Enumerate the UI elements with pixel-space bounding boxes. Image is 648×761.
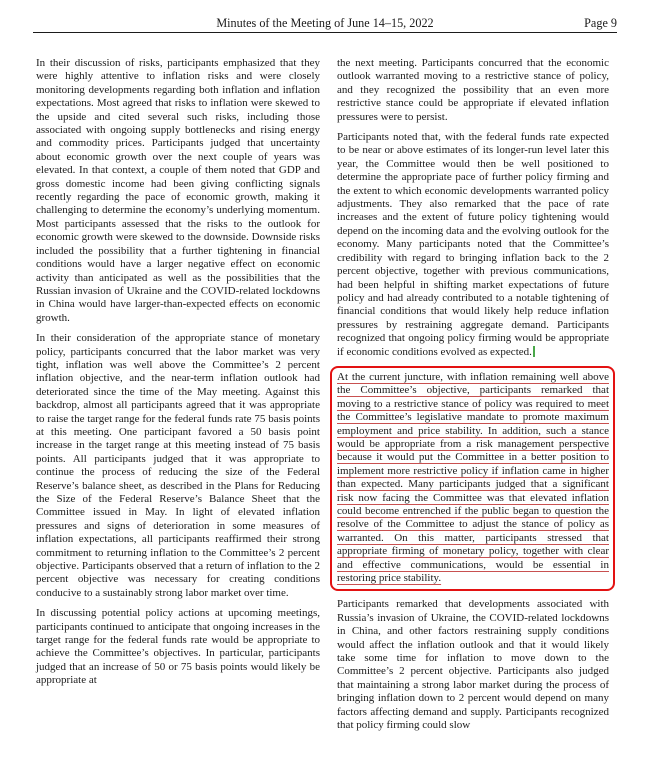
insertion-caret: [533, 346, 535, 357]
paragraph-risks-discussion: In their discussion of risks, participants emphasized that they were highly attentive to inflation risks and were closely monitoring developments regarding both inflation and inflation expectations. Most agreed that risks to inflation were skewed to the upside and cited several such risks, including those associated with ongoing supply bottlenecks and rising energy and commodity prices. Participants judged that uncertainty about economic growth over the next couple of years was elevated. In that context, a couple of them noted that GDP and gross domestic income had been giving conflicting signals recently regarding the pace of economic growth, making it challenging to determine the economy’s underlying momentum. Most participants assessed that the risks to the outlook for economic growth were skewed to the downside. Downside risks included the possibility that a further tightening in financial conditions would have a larger negative effect on economic activity than anticipated as well as the possibilities that the Russian invasion of Ukraine and the COVID-related lockdowns in China would have larger-than-expected effects on economic growth.: [36, 57, 320, 324]
paragraph-federal-funds-rate: [337, 131, 609, 359]
paragraph-supply-factors: Participants remarked that developments associated with Russia’s invasion of Ukraine, the COVID-related lockdowns in China, and other factors restraining supply conditions would affect the inflation outlook and that it would likely take some time for inflation to move down to the Committee’s 2 percent objective. Participants also judged that maintaining a strong labor market during the process of bringing inflation down to 2 percent would depend on many factors affecting demand and supply. Participants recognized that policy firming could slow: [337, 598, 609, 732]
highlighted-annotation-box: [330, 366, 615, 592]
left-column: [36, 57, 320, 695]
document-title: Minutes of the Meeting of June 14–15, 2022: [216, 16, 434, 30]
paragraph-federal-funds-rate-text: Participants noted that, with the federal funds rate expected to be near or above estimates of its longer-run level later this year, the Committee would then be well positioned to determine the appropriate pace of further policy firming and the extent to which economic developments warranted policy adjustments. They also remarked that the pace of rate increases and the extent of future policy tightening would depend on the incoming data and the evolving outlook for the economy. Many participants noted that the Committee’s credibility with regard to bringing inflation back to the 2 percent objective, together with previous communications, had been helpful in shifting market expectations of future policy and had already contributed to a notable tightening of financial conditions that would likely help reduce inflation pressures by restraining aggregate demand. Participants recognized that ongoing policy firming would be appropriate if economic conditions evolved as expected.: [337, 131, 609, 358]
paragraph-policy-stance: In their consideration of the appropriate stance of monetary policy, participants concurred that the labor market was very tight, inflation was well above the Committee’s 2 percent inflation objective, and the near-term inflation outlook had deteriorated since the time of the May meeting. Against this backdrop, almost all participants agreed that it was appropriate to raise the target range for the federal funds rate 75 basis points at this meeting. One participant favored a 50 basis point increase in the target range at this meeting instead of 75 basis points. All participants judged that it was appropriate to continue the process of reducing the size of the Federal Reserve’s balance sheet, as described in the Plans for Reducing the Size of the Federal Reserve’s Balance Sheet that the Committee issued in May. In light of elevated inflation pressures and signs of deterioration in some measures of inflation expectations, all participants reaffirmed their strong commitment to returning inflation to the Committee’s 2 percent objective. Participants observed that a return of inflation to the 2 percent objective was necessary for creating conditions conducive to a sustainably strong labor market over time.: [36, 332, 320, 599]
paragraph-next-meeting: the next meeting. Participants concurred that the economic outlook warranted moving to a restrictive stance of policy, and they recognized the possibility that an even more restrictive stance could be appropriate if elevated inflation pressures were to persist.: [337, 57, 609, 123]
page-number: Page 9: [584, 16, 617, 30]
paragraph-upcoming-meetings: In discussing potential policy actions at upcoming meetings, participants continued to anticipate that ongoing increases in the target range for the federal funds rate would be appropriate to achieve the Committee’s objectives. In particular, participants judged that an increase of 50 or 75 basis points would likely be appropriate at: [36, 607, 320, 687]
page-header: [33, 14, 617, 33]
right-column: [337, 57, 609, 740]
inserted-underlined-text: At the current juncture, with inflation remaining well above the Committee’s objective, participants remarked that moving to a restrictive stance of policy was required to meet the Committee’s legislative mandate to promote maximum employment and price stability. In addition, such a stance would be appropriate from a risk management perspective because it would put the Committee in a better position to implement more restrictive policy if inflation came in higher than expected. Many participants judged that a significant risk now facing the Committee was that elevated inflation could become entrenched if the public began to question the resolve of the Committee to adjust the stance of policy as warranted. On this matter, participants stressed that appropriate firming of monetary policy, together with clear and effective communications, would be essential in restoring price stability.: [337, 370, 609, 585]
